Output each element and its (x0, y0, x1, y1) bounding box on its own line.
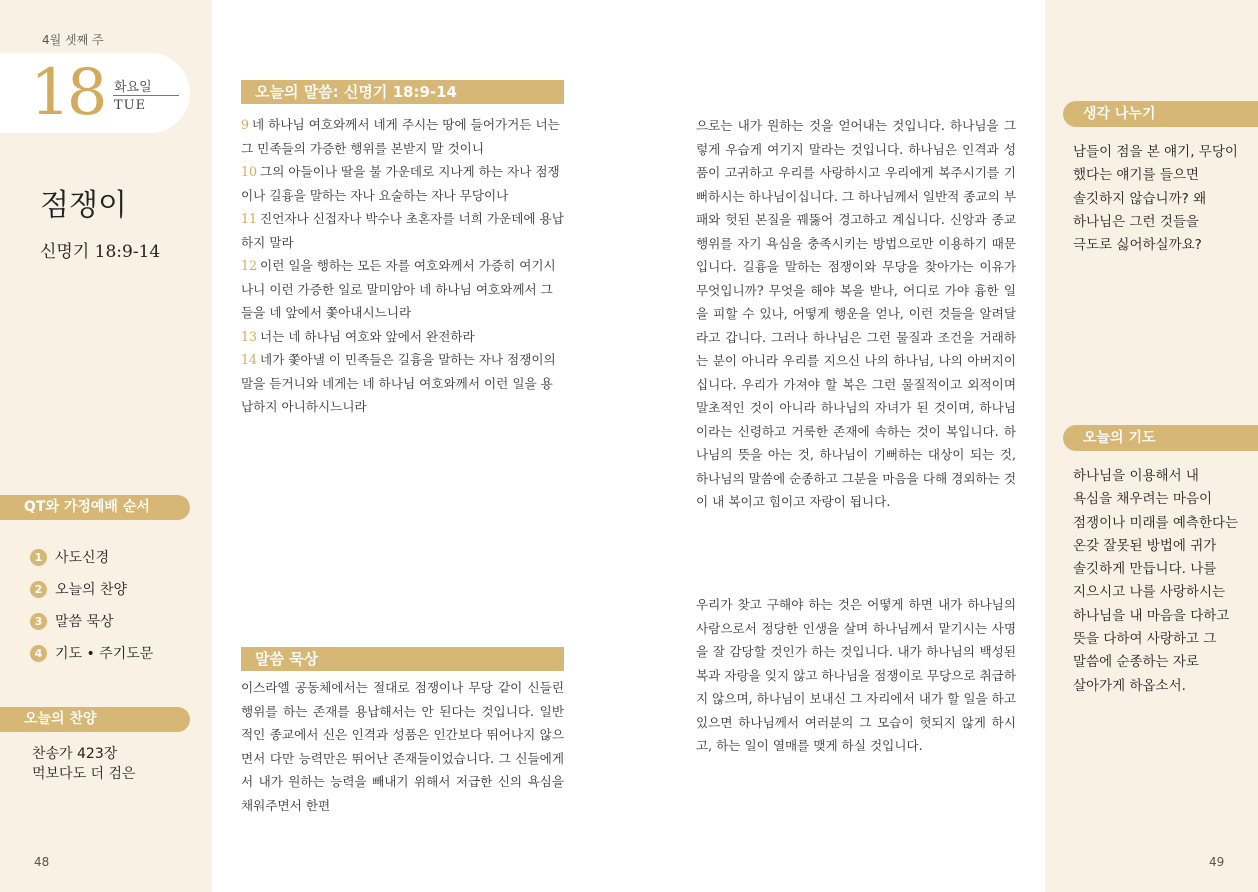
list-item (30, 605, 153, 637)
share-heading: 생각 나누기 (1063, 101, 1258, 127)
weekday-korean: 화요일 (114, 80, 152, 95)
text-line: 남들이 점을 본 얘기, 무당이 (1073, 144, 1238, 160)
page-title: 점쟁이 (40, 188, 127, 223)
text-line: 욕심을 채우려는 마음이 (1073, 491, 1212, 508)
verse-number: 11 (241, 211, 258, 226)
verse (241, 113, 564, 160)
verse-number: 14 (241, 352, 258, 367)
meditation-paragraph-1: 이스라엘 공동체에서는 절대로 점쟁이나 무당 같이 신들린 행위를 하는 존재를 용납해서는 안 된다는 것입니다. 일반적인 종교에서 신은 인격과 성품은 인간보다 뛰어나지 않으면서 다만 능력만은 뛰어난 존재들이었습니다. 그 신들에게서 내가 원하는 능력을 빼내기 위해서 저급한 신의 욕심을 채워주면서 한편 (241, 680, 564, 813)
verse-number: 12 (241, 258, 258, 273)
scripture-reference: 신명기 18:9-14 (40, 242, 161, 262)
verse (241, 207, 564, 254)
page-number-right: 49 (1209, 855, 1225, 869)
verse-number: 10 (241, 164, 258, 179)
text-line: 솔깃하게 만듭니다. 나를 (1073, 561, 1217, 578)
hymn-number: 찬송가 423장 (32, 746, 118, 762)
list-item-label: 사도신경 (55, 550, 110, 566)
text-line: 점쟁이나 미래를 예측한다는 (1073, 514, 1239, 531)
list-item-label: 말씀 묵상 (55, 614, 114, 630)
day-number: 18 (30, 56, 104, 130)
text-line: 극도로 싫어하실까요? (1073, 237, 1202, 254)
text-line: 온갖 잘못된 방법에 귀가 (1073, 537, 1217, 554)
verse (241, 348, 564, 419)
verse (241, 325, 564, 349)
verse-text: 그의 아들이나 딸을 불 가운데로 지나게 하는 자나 점쟁이나 길흉을 말하는 자나 요술하는 자나 무당이나 (241, 164, 560, 203)
number-badge: 4 (30, 645, 47, 662)
list-item (30, 573, 153, 605)
verse-text: 진언자나 신접자나 박수나 초혼자를 너희 가운데에 용납하지 말라 (241, 211, 564, 250)
meditation-paragraph-2: 으로는 내가 원하는 것을 얻어내는 것입니다. 하나님을 그렇게 우습게 여기지 말라는 것입니다. 하나님은 인격과 성품이 고귀하고 우리를 사랑하시고 우리에게 복주시기를 기뻐하시는 하나님이십니다. 그 하나님께서 일반적 종교의 부패와 헛된 본질을 꿰뚫어 경고하고 계십니다. 신앙과 종교행위를 자기 욕심을 충족시키는 방법으로만 이용하기 때문입니다. 길흉을 말하는 점쟁이와 무당을 찾아가는 이유가 무엇입니까? 무엇을 해야 복을 받나, 어디로 가야 흉한 일을 피할 수 있나, 어떻게 행운을 얻나, 이런 것들을 알려달라고 갑니다. 그러나 하나님은 그런 물질과 조건을 거래하는 분이 아니라 우리를 지으신 나의 하나님, 나의 아버지이십니다. 우리가 가져야 할 복은 그런 물질적이고 외적이며 말초적인 것이 아니라 하나님의 자녀가 된 것이며, 하나님이라는 신령하고 거룩한 존재에 속하는 것이 복입니다. 하나님의 뜻을 아는 것, 하나님이 기뻐하는 대상이 되는 것, 하나님의 말씀에 순종하고 그분을 마음을 다해 경외하는 것이 내 복이고 힘이고 자랑이 됩니다. (696, 118, 1016, 509)
verse-text: 너는 네 하나님 여호와 앞에서 완전하라 (260, 328, 475, 344)
meditation-heading: 말씀 묵상 (241, 647, 564, 671)
text-line: 하나님을 이용해서 내 (1073, 468, 1199, 484)
text-line: 살아가게 하옵소서. (1073, 677, 1186, 694)
verse-number: 13 (241, 328, 258, 344)
prayer-text (1073, 465, 1248, 698)
hymn-title: 먹보다도 더 검은 (32, 766, 136, 782)
page-number-left: 48 (34, 855, 50, 869)
hymn-info (32, 744, 136, 784)
hymn-heading: 오늘의 찬양 (0, 707, 190, 732)
week-label: 4월 셋째 주 (42, 33, 104, 47)
weekday-english: TUE (114, 98, 147, 113)
number-badge: 3 (30, 613, 47, 630)
scripture-text (241, 113, 564, 419)
verse (241, 160, 564, 207)
verse (241, 254, 564, 325)
list-item-label: 오늘의 찬양 (55, 582, 128, 598)
text-line: 하나님은 그런 것들을 (1073, 213, 1199, 230)
text-line: 지으시고 나를 사랑하시는 (1073, 584, 1226, 601)
text-line: 하나님을 내 마음을 다하고 (1073, 607, 1230, 624)
text-line: 솔깃하지 않습니까? 왜 (1073, 190, 1207, 207)
verse-text: 이런 일을 행하는 모든 자를 여호와께서 가증히 여기시나니 이런 가증한 일로 말미암아 네 하나님 여호와께서 그들을 네 앞에서 쫓아내시느니라 (241, 258, 556, 320)
text-line: 했다는 얘기를 들으면 (1073, 167, 1199, 184)
number-badge: 1 (30, 549, 47, 566)
text-line: 뜻을 다하여 사랑하고 그 (1073, 631, 1217, 648)
weekday-divider (113, 95, 179, 96)
meditation-paragraph-3: 우리가 찾고 구해야 하는 것은 어떻게 하면 내가 하나님의 사람으로서 정당한 인생을 살며 하나님께서 맡기시는 사명을 잘 감당할 것인가 하는 것입니다. 내가 하나님의 백성된 복과 자랑을 잊지 않고 하나님을 점쟁이로 무당으로 취급하지 않으며, 하나님이 보내신 그 자리에서 내가 할 일을 하고 있으면 하나님께서 여러분의 그 모습이 헛되지 않게 하시고, 하는 일이 열매를 맺게 하실 것입니다. (696, 597, 1016, 753)
order-heading: QT와 가정예배 순서 (0, 495, 190, 520)
list-item-label: 기도 • 주기도문 (55, 646, 154, 662)
text-line: 말씀에 순종하는 자로 (1073, 654, 1199, 671)
verse-text: 네 하나님 여호와께서 네게 주시는 땅에 들어가거든 너는 그 민족들의 가증한 행위를 본받지 말 것이니 (241, 117, 560, 156)
verse-number: 9 (241, 117, 250, 132)
order-list (30, 541, 153, 669)
share-text (1073, 141, 1248, 257)
number-badge: 2 (30, 581, 47, 598)
prayer-heading: 오늘의 기도 (1063, 425, 1258, 451)
scripture-heading: 오늘의 말씀: 신명기 18:9-14 (241, 80, 564, 104)
list-item (30, 541, 153, 573)
verse-text: 네가 쫓아낼 이 민족들은 길흉을 말하는 자나 점쟁이의 말을 듣거니와 네게는 네 하나님 여호와께서 이런 일을 용납하지 아니하시느니라 (241, 352, 556, 414)
list-item (30, 637, 153, 669)
